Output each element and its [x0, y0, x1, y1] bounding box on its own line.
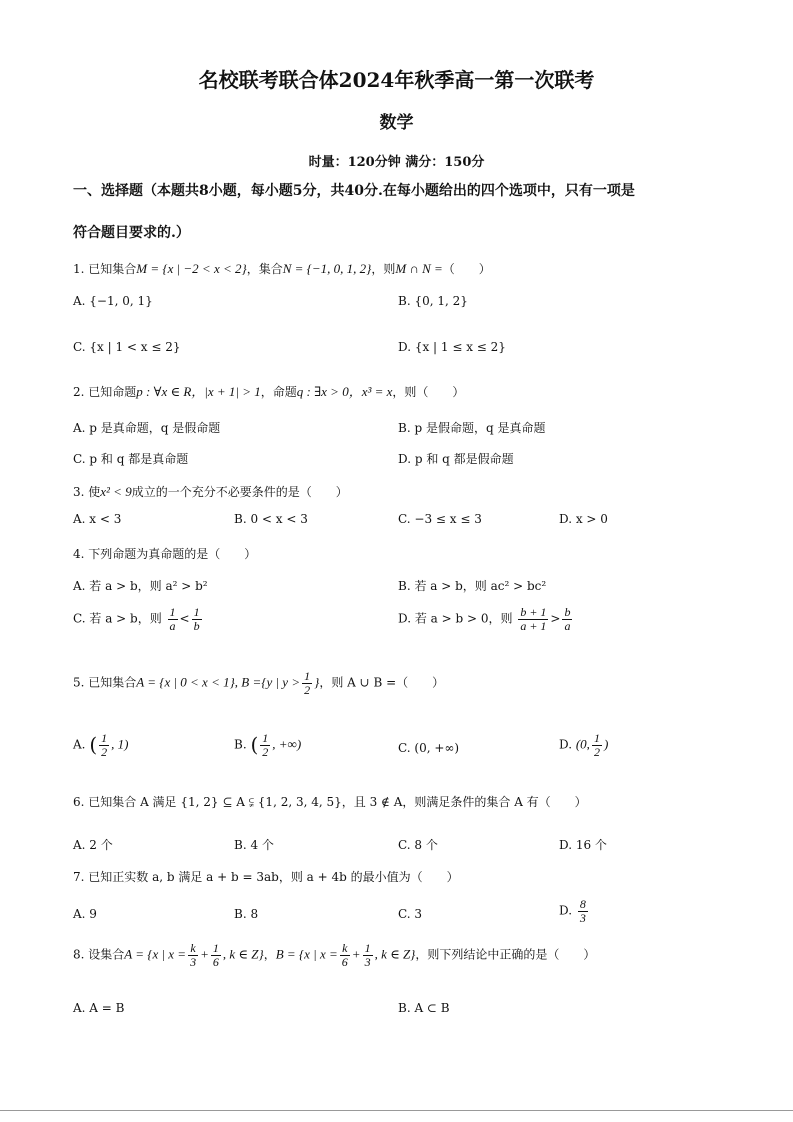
section-instruction-line2: 符合题目要求的.）	[73, 225, 190, 241]
q4-d-gt: >	[550, 611, 561, 626]
q5-prefix: 5. 已知集合	[73, 675, 137, 690]
q5-d-label: D.	[559, 737, 573, 752]
q5-option-d	[559, 732, 608, 758]
q6-option-d: D. 16 个	[559, 838, 607, 852]
q4-option-b: B. 若 a > b，则 ac² > bc²	[398, 579, 547, 593]
q5-a-tail: , 1)	[111, 736, 129, 752]
q8-a-frac-1-over-6: $\frac{1}{6}$	[212, 941, 219, 969]
q1-blank: （ ）	[442, 262, 491, 276]
q7-option-a: A. 9	[73, 907, 97, 921]
question-2	[73, 381, 464, 400]
q3-prefix: 3. 使	[73, 485, 101, 499]
q4-c-frac-1-over-b: $\frac{1}{b}$	[193, 605, 200, 633]
question-5	[73, 670, 444, 696]
q4-c-frac-1-over-a: $\frac{1}{a}$	[169, 605, 176, 633]
q5-option-c: C. (0, +∞)	[398, 741, 460, 755]
q5-a-frac: $\frac{1}{2}$	[101, 731, 108, 759]
q8-option-b: B. A ⊂ B	[398, 1001, 450, 1015]
q8-mid: ，	[263, 947, 276, 962]
q3-inequality: x² < 9	[100, 484, 132, 499]
q5-set-b: {y | y >	[261, 674, 301, 690]
q5-b-label: B.	[234, 737, 247, 752]
q5-a-open: (	[89, 732, 98, 757]
q8-a-plus: +	[200, 946, 209, 962]
q6-option-a: A. 2 个	[73, 838, 113, 852]
q3-option-a: A. x < 3	[73, 512, 122, 526]
q2-mid: ，命题	[260, 385, 297, 399]
q3-tail: 成立的一个充分不必要条件的是（ ）	[131, 485, 348, 499]
exam-title: 名校联考联合体2024年秋季高一第一次联考	[198, 68, 595, 92]
q8-b-plus: +	[351, 946, 361, 962]
q4-d-frac-left: $\frac{b + 1}{a + 1}$	[520, 605, 547, 633]
q5-a-label: A.	[73, 737, 86, 752]
q1-set-m: M = {x | −2 < x < 2}	[136, 261, 247, 276]
q1-option-b: B. {0, 1, 2}	[398, 294, 468, 308]
q7-option-b: B. 8	[234, 907, 259, 921]
subject-title: 数学	[379, 113, 414, 133]
q2-tail: ，则（ ）	[392, 385, 465, 399]
question-4: 4. 下列命题为真命题的是（ ）	[73, 547, 257, 561]
q1-prefix: 1. 已知集合	[73, 262, 137, 276]
q1-mid: ，集合	[246, 262, 283, 276]
question-7: 7. 已知正实数 a, b 满足 a + b = 3ab，则 a + 4b 的最小值为（ ）	[73, 870, 459, 884]
q4-d-frac-right: $\frac{b}{a}$	[564, 605, 571, 633]
q1-set-n: N = {−1, 0, 1, 2}	[282, 261, 372, 276]
q8-set-a-pre: A = {x | x =	[124, 946, 187, 962]
q5-tail: ，则 A ∪ B =（ ）	[319, 675, 445, 690]
question-3	[73, 483, 348, 500]
q5-option-b	[234, 732, 301, 758]
q3-option-d: D. x > 0	[559, 512, 608, 526]
q5-d-pre: (0,	[575, 736, 590, 752]
q2-prop-p: p : ∀x ∈ R，|x + 1| > 1	[136, 384, 261, 399]
q2-prefix: 2. 已知命题	[73, 385, 137, 399]
q5-b-frac: $\frac{1}{2}$	[262, 731, 269, 759]
q1-tail: ，则	[371, 262, 396, 276]
q8-b-frac-1-over-3: $\frac{1}{3}$	[364, 941, 371, 969]
q8-b-frac-k-over-6: $\frac{k}{6}$	[341, 941, 348, 969]
q6-option-b: B. 4 个	[234, 838, 274, 852]
q5-set-b-close: }	[314, 674, 320, 690]
q8-a-frac-k-over-3: $\frac{k}{3}$	[190, 941, 197, 969]
q5-d-tail: )	[603, 736, 609, 752]
q2-option-c: C. p 和 q 都是真命题	[73, 452, 189, 466]
section-instruction-line1: 一、选择题（本题共8小题，每小题5分，共40分.在每小题给出的四个选项中，只有一项是	[73, 183, 635, 199]
q1-expr: M ∩ N =	[395, 261, 443, 276]
q5-set-b-frac: $\frac{1}{2}$	[304, 669, 311, 697]
page-bottom-divider	[0, 1110, 793, 1111]
question-1	[73, 260, 491, 277]
q3-option-b: B. 0 < x < 3	[234, 512, 308, 526]
q7-d-label: D.	[559, 903, 573, 918]
q2-option-a: A. p 是真命题，q 是假命题	[73, 421, 221, 435]
q1-option-c: C. {x | 1 < x ≤ 2}	[73, 340, 181, 354]
q7-option-c: C. 3	[398, 907, 423, 921]
q1-option-a: A. {−1, 0, 1}	[73, 294, 153, 308]
q4-d-prefix: D. 若 a > b > 0，则	[398, 611, 513, 626]
q4-option-c	[73, 606, 204, 632]
question-8	[73, 942, 595, 968]
q4-option-d	[398, 606, 574, 632]
q5-b-open: (	[250, 732, 259, 757]
q4-c-prefix: C. 若 a > b，则	[73, 611, 162, 626]
q8-prefix: 8. 设集合	[73, 947, 125, 962]
q7-option-d	[559, 898, 590, 924]
time-info: 时量：120分钟 满分：150分	[308, 155, 485, 170]
q8-set-b-pre: B = {x | x =	[275, 946, 338, 962]
q8-tail: ，则下列结论中正确的是（ ）	[415, 947, 596, 962]
q3-option-c: C. −3 ≤ x ≤ 3	[398, 512, 482, 526]
q6-option-c: C. 8 个	[398, 838, 438, 852]
q5-b-tail: , +∞)	[272, 736, 302, 752]
q8-option-a: A. A = B	[73, 1001, 125, 1015]
q4-c-lt: <	[179, 611, 190, 626]
q8-a-tail: , k ∈ Z}	[222, 946, 264, 962]
question-6: 6. 已知集合 A 满足 {1, 2} ⊆ A ⫋ {1, 2, 3, 4, 5}，且 3 ∉ A，则满足条件的集合 A 有（ ）	[73, 795, 587, 809]
q7-d-frac: $\frac{8}{3}$	[579, 897, 586, 925]
q2-option-b: B. p 是假命题，q 是真命题	[398, 421, 546, 435]
q5-option-a	[73, 732, 128, 758]
q5-set-a: A = {x | 0 < x < 1}, B =	[136, 674, 262, 690]
q4-option-a: A. 若 a > b，则 a² > b²	[73, 579, 208, 593]
q5-d-frac: $\frac{1}{2}$	[593, 731, 600, 759]
q1-option-d: D. {x | 1 ≤ x ≤ 2}	[398, 340, 506, 354]
q2-prop-q: q : ∃x > 0，x³ = x	[296, 384, 393, 399]
q2-option-d: D. p 和 q 都是假命题	[398, 452, 514, 466]
q8-b-tail: , k ∈ Z}	[374, 946, 416, 962]
